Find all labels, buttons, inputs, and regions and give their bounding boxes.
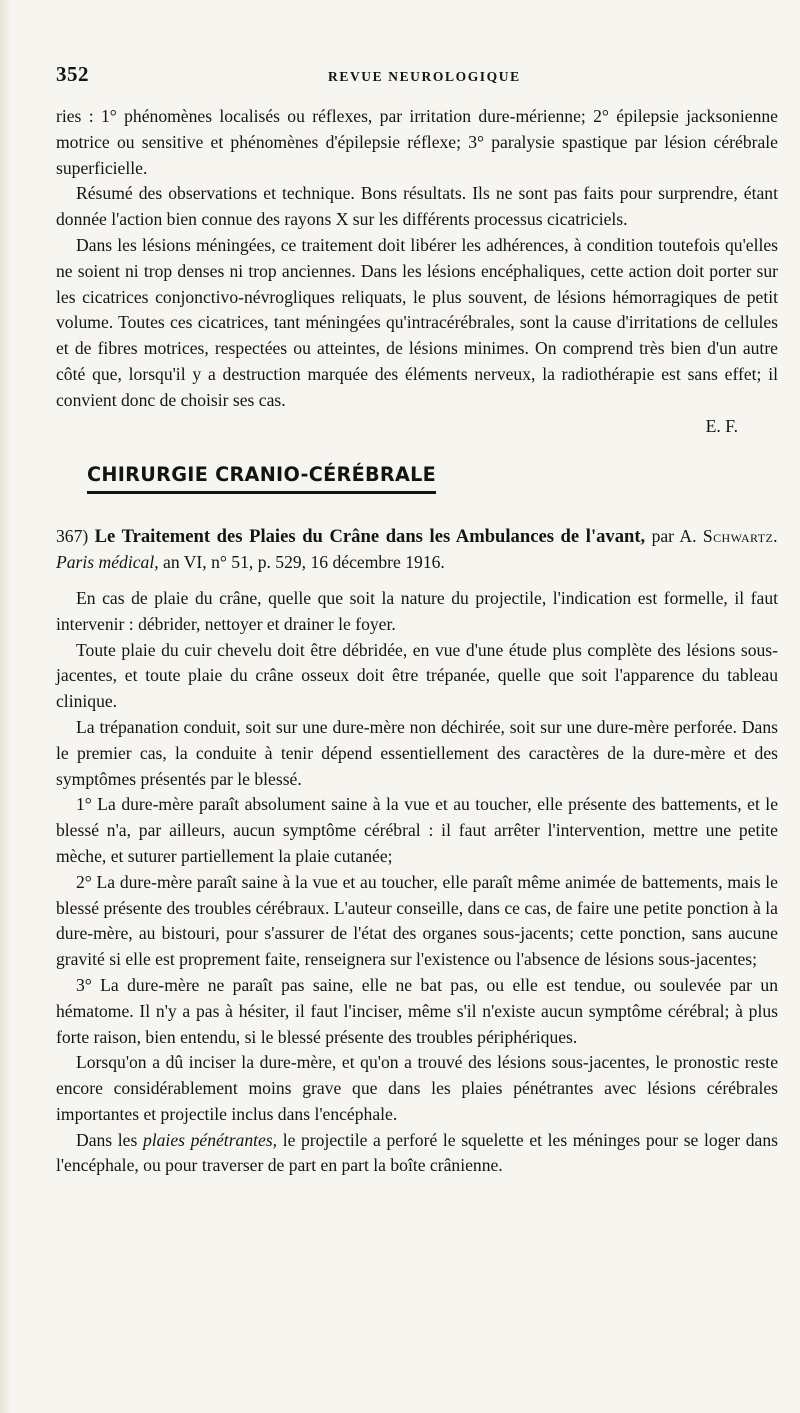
- article-paragraph: 2° La dure-mère paraît saine à la vue et au toucher, elle paraît même animée de battements, mais le blessé présente des troubles cérébraux. L'auteur conseille, dans ce cas, de faire une petite ponction à la dure-mère, au bistouri, pour s'assurer de l'état des organes sous-jacents; cette ponction, sans aucune gravité si elle est proprement faite, renseignera sur l'existence ou l'absence de lésions sous-jacentes;: [56, 871, 778, 970]
- page-number: 352: [56, 62, 89, 86]
- article-number: 367): [56, 526, 89, 547]
- article-citation: [56, 524, 778, 576]
- last-paragraph-emphasis: plaies pénétrantes,: [142, 1129, 278, 1150]
- article-paragraph: Toute plaie du cuir chevelu doit être débridée, en vue d'une étude plus complète des lésions sous-jacentes, et toute plaie du crâne osseux doit être trépanée, quelle que soit l'apparence du tableau clinique.: [56, 639, 778, 712]
- section-heading: CHIRURGIE CRANIO-CÉRÉBRALE: [87, 464, 436, 494]
- author-signature: E. F.: [705, 415, 738, 436]
- previous-article-paragraph-2: Résumé des observations et technique. Bons résultats. Ils ne sont pas faits pour surprendre, étant donnée l'action bien connue des rayons X sur les différents processus cicatriciels.: [56, 183, 778, 230]
- previous-article-paragraph-3: Dans les lésions méningées, ce traitement doit libérer les adhérences, à condition toutefois qu'elles ne soient ni trop denses ni trop anciennes. Dans les lésions encéphaliques, cette action doit porter sur les cicatrices conjonctivo-névrogliques reliquats, le plus souvent, de lésions hémorragiques de petit volume. Toutes ces cicatrices, tant méningées qu'intracérébrales, sont la cause d'irritations de cellules et de fibres motrices, respectées ou atteintes, de lésions minimes. On comprend très bien d'un autre côté que, lorsqu'il y a destruction marquée des éléments nerveux, la radiothérapie est sans effet; il convient donc de choisir ses cas.: [56, 234, 778, 410]
- article-paragraph: En cas de plaie du crâne, quelle que soit la nature du projectile, l'indication est formelle, il faut intervenir : débrider, nettoyer et drainer le foyer.: [56, 587, 778, 634]
- article-paragraph: 3° La dure-mère ne paraît pas saine, elle ne bat pas, ou elle est tendue, ou soulevée par un hématome. Il n'y a pas à hésiter, il faut l'inciser, même s'il n'existe aucun symptôme cérébral; à plus forte raison, bien entendu, si le blessé présente des troubles périphériques.: [56, 974, 778, 1047]
- page-body: [56, 104, 778, 1179]
- last-paragraph-rest: le projectile a perforé le squelette et les méninges pour se loger dans l'encéphale, ou pour traverser de part en part la boîte crânienne.: [56, 1129, 778, 1176]
- last-paragraph-lead: Dans les: [76, 1129, 138, 1150]
- article-by: par A.: [651, 526, 697, 547]
- article-last-paragraph: [56, 1128, 778, 1180]
- article-paragraph: La trépanation conduit, soit sur une dure-mère non déchirée, soit sur une dure-mère perforée. Dans le premier cas, la conduite à tenir dépend essentiellement des caractères de la dure-mère et des symptômes présentés par le blessé.: [56, 716, 778, 789]
- article-journal: Paris médical,: [56, 552, 159, 573]
- article-author: Schwartz.: [702, 526, 778, 547]
- article-paragraph: 1° La dure-mère paraît absolument saine à la vue et au toucher, elle présente des battements, et le blessé n'a, par ailleurs, aucun symptôme cérébral : il faut arrêter l'intervention, mettre une petite mèche, et suturer partiellement la plaie cutanée;: [56, 794, 778, 866]
- running-title: REVUE NEUROLOGIQUE: [328, 69, 521, 84]
- article-reference: an VI, n° 51, p. 529, 16 décembre 1916.: [163, 552, 445, 573]
- article-paragraph: Lorsqu'on a dû inciser la dure-mère, et qu'on a trouvé des lésions sous-jacentes, le pronostic reste encore considérablement moins grave que dans les plaies pénétrantes avec lésions cérébrales importantes et projectile inclus dans l'encéphale.: [56, 1052, 778, 1124]
- page-header: [56, 62, 756, 92]
- previous-article-paragraph-1: ries : 1° phénomènes localisés ou réflexes, par irritation dure-mérienne; 2° épilepsie jacksonienne motrice ou sensitive et phénomènes d'épilepsie réflexe; 3° paralysie spastique par lésion cérébrale superficielle.: [56, 106, 778, 178]
- article-title: Le Traitement des Plaies du Crâne dans les Ambulances de l'avant,: [94, 526, 646, 548]
- page-gutter-shadow: [0, 0, 10, 1413]
